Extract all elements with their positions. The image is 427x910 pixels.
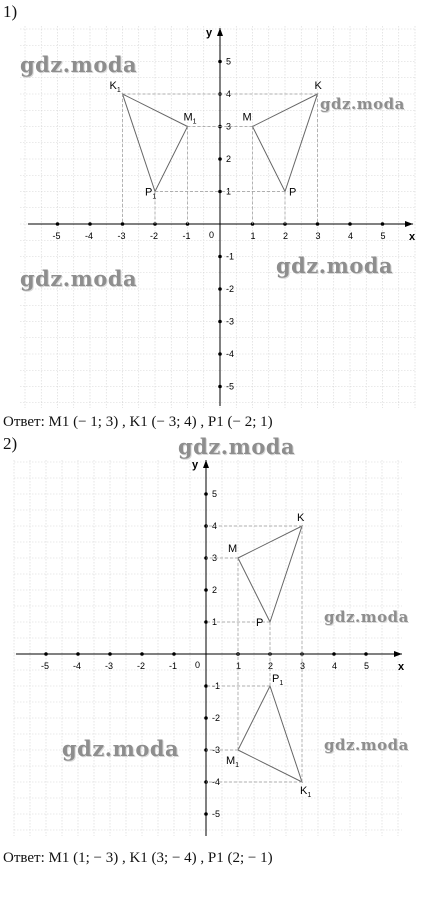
x-axis-label: x: [398, 661, 405, 673]
x-tick-label: -3: [105, 661, 114, 671]
vertex-label: $K_1$: [300, 785, 312, 799]
vertex-label: K: [297, 512, 305, 524]
watermark: gdz.moda: [20, 52, 138, 77]
watermark: gdz.moda: [320, 95, 405, 113]
x-axis-label: x: [409, 231, 416, 243]
grid: [14, 460, 402, 836]
y-tick: [204, 812, 208, 816]
vertex-label: P: [289, 186, 297, 199]
watermark: gdz.moda: [324, 608, 409, 626]
x-tick: [332, 652, 336, 656]
y-tick-label: -2: [212, 713, 221, 723]
part2-label: 2): [3, 434, 18, 453]
y-tick-label: 3: [212, 553, 218, 563]
x-tick-label: -2: [150, 231, 159, 241]
y-tick-label: 2: [226, 154, 232, 164]
x-tick-label: -1: [169, 661, 178, 671]
vertex-label: $P_1$: [145, 186, 157, 201]
y-tick: [218, 385, 222, 389]
x-tick-label: 5: [380, 231, 386, 241]
x-tick-label: -4: [73, 661, 82, 671]
y-tick: [204, 492, 208, 496]
y-axis-label: y: [206, 27, 213, 39]
x-tick: [172, 652, 176, 656]
vertex-label: K: [314, 80, 322, 92]
x-tick: [56, 222, 60, 226]
y-tick-label: -3: [212, 745, 221, 755]
y-tick-label: -3: [226, 316, 235, 327]
watermark: gdz.moda: [324, 736, 409, 754]
watermark: gdz.moda: [62, 736, 180, 761]
watermark: gdz.moda: [276, 253, 394, 278]
y-tick-label: -1: [226, 251, 235, 262]
x-tick-label: 1: [236, 661, 242, 671]
x-tick: [44, 652, 48, 656]
y-tick-label: -5: [212, 809, 221, 819]
y-axis-arrow: [203, 460, 209, 468]
x-tick-label: 2: [283, 231, 289, 241]
y-tick-label: 2: [212, 585, 218, 595]
x-axis-arrow: [405, 221, 413, 227]
y-tick: [218, 320, 222, 324]
vertex-label: $K_1$: [109, 80, 121, 94]
y-tick: [218, 352, 222, 356]
y-tick-label: -2: [226, 284, 235, 294]
x-tick-label: -5: [41, 661, 50, 671]
y-tick-label: 4: [212, 521, 218, 531]
x-tick: [348, 222, 352, 226]
vertex-label: $M_1$: [183, 111, 197, 126]
y-tick-label: 1: [212, 617, 218, 627]
y-tick-label: 3: [226, 121, 232, 132]
x-tick-label: 3: [315, 231, 321, 241]
x-tick-label: -1: [182, 231, 191, 241]
y-tick: [218, 287, 222, 291]
watermark: gdz.moda: [20, 266, 138, 291]
y-tick: [218, 157, 222, 161]
grid: [20, 26, 415, 408]
x-tick-label: 1: [250, 231, 256, 241]
vertex-label: M: [242, 111, 252, 124]
y-tick-label: -4: [212, 777, 221, 787]
x-tick: [381, 222, 385, 226]
x-tick-label: 2: [268, 661, 274, 671]
part2-answer: Ответ: M1 (1; − 3) , K1 (3; − 4) , P1 (2; − 1): [3, 850, 273, 866]
x-tick: [88, 222, 92, 226]
y-tick-label: 4: [226, 89, 232, 99]
x-tick-label: -4: [85, 231, 94, 241]
y-tick-label: 5: [212, 489, 218, 499]
x-tick-label: -3: [117, 231, 126, 241]
x-tick: [364, 652, 368, 656]
y-tick-label: -1: [212, 681, 221, 691]
y-tick-label: 1: [226, 186, 232, 197]
y-tick: [204, 588, 208, 592]
part1-label: 1): [3, 2, 18, 21]
x-tick-label: 3: [300, 661, 306, 671]
y-tick-label: -4: [226, 349, 235, 359]
x-tick-label: 5: [364, 661, 370, 671]
x-tick: [76, 652, 80, 656]
part1-answer: Ответ: M1 (− 1; 3) , K1 (− 3; 4) , P1 (− 2; 1): [3, 414, 273, 430]
vertex-label: $M_1$: [226, 755, 240, 769]
y-tick: [218, 255, 222, 259]
vertex-label: M: [228, 543, 238, 555]
y-tick-label: -5: [226, 381, 235, 392]
x-tick-label: -2: [137, 661, 146, 671]
y-axis-label: y: [192, 459, 199, 471]
coordinate-plane-2: [0, 452, 427, 844]
y-tick-label: 5: [226, 56, 232, 67]
x-tick: [140, 652, 144, 656]
origin-label: 0: [209, 230, 215, 240]
y-tick: [204, 716, 208, 720]
origin-label: 0: [195, 660, 201, 670]
x-tick-label: -5: [52, 231, 61, 241]
x-tick: [108, 652, 112, 656]
x-tick-label: 4: [348, 231, 354, 241]
y-tick: [218, 60, 222, 64]
vertex-label: P: [256, 617, 264, 629]
vertex-label: $P_1$: [272, 673, 284, 687]
watermark: gdz.moda: [178, 434, 296, 459]
x-tick-label: 4: [332, 661, 338, 671]
